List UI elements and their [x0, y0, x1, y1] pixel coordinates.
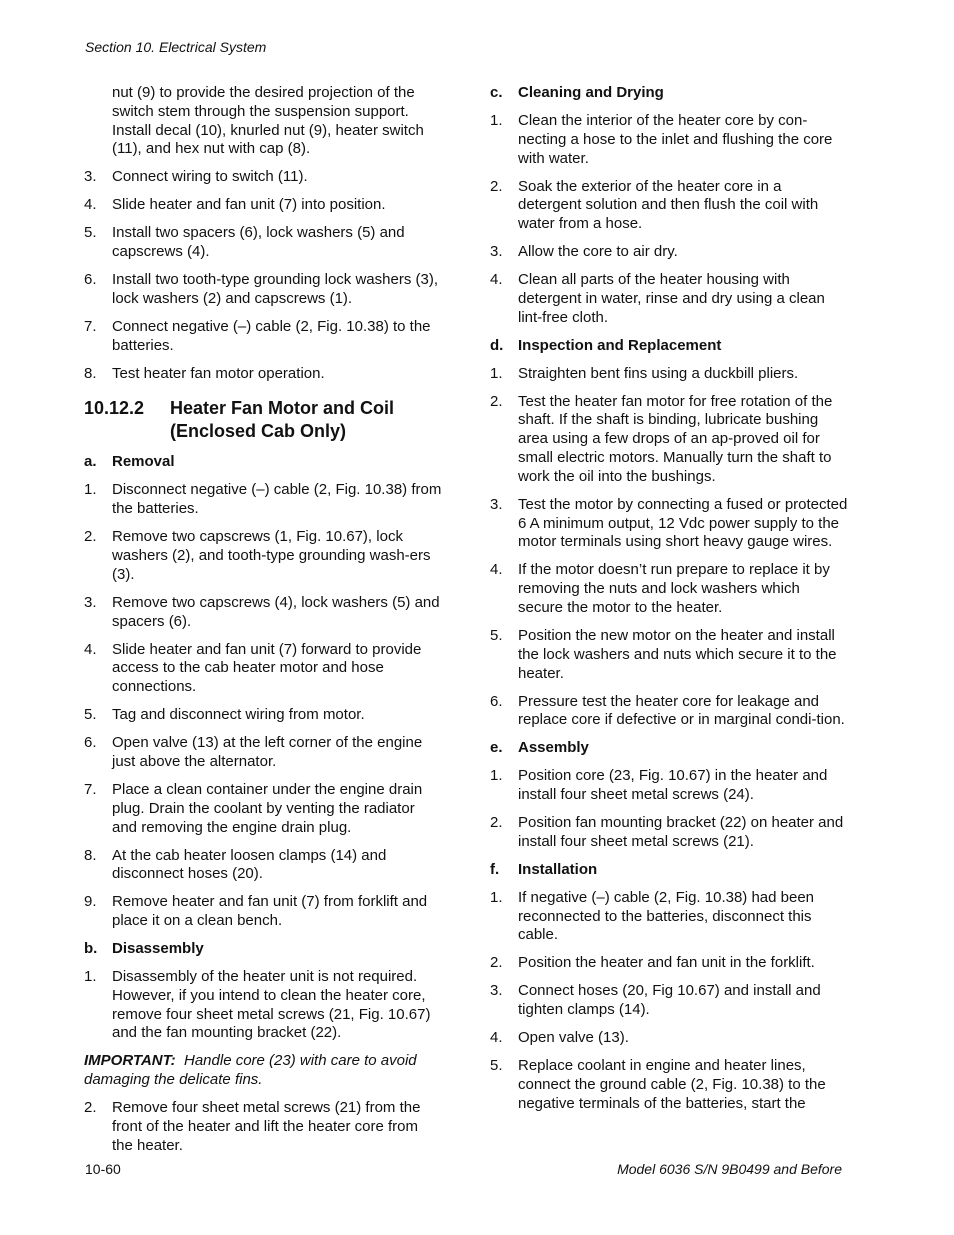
subsection-installation: f. Installation — [490, 860, 598, 878]
step-number: 5. — [84, 706, 97, 724]
subsection-cleaning: c. Cleaning and Drying — [490, 84, 664, 101]
section-number: 10.12.2 — [84, 398, 145, 419]
step-text: If negative (–) cable (2, Fig. 10.38) had been reconnected to the batteries, disconnect this cable. — [518, 888, 815, 944]
step-number: 4. — [490, 561, 503, 579]
step-text: Position the new motor on the heater and install the lock washers and nuts which secure it to the heater. — [518, 627, 837, 682]
step-text: If the motor doesn’t run prepare to replace it by removing the nuts and lock washers which secure the motor to the heater. — [518, 561, 830, 617]
left-column — [84, 84, 442, 1165]
step-text: Replace coolant in engine and heater lines, connect the ground cable (2, Fig. 10.38) to the negative terminals of the batteries, start the — [518, 1057, 826, 1112]
subsection-inspection: d. Inspection and Replacement — [490, 336, 722, 354]
important-label: IMPORTANT: — [84, 1052, 176, 1070]
inspection-steps-list — [490, 365, 848, 730]
list-item — [490, 178, 848, 234]
step-number: 2. — [490, 814, 503, 832]
step-number: 4. — [490, 271, 503, 289]
removal-steps-list — [84, 481, 442, 930]
cleaning-steps-list — [490, 112, 848, 328]
right-column — [490, 84, 848, 1123]
list-item — [84, 734, 442, 772]
section-heading — [84, 397, 442, 443]
important-text: Handle core (23) with care to avoid damaging the delicate fins. — [84, 1052, 417, 1089]
step-text: Open valve (13) at the left corner of the engine just above the alternator. — [112, 734, 423, 770]
step-number: 5. — [84, 224, 97, 242]
step-text: Remove heater and fan unit (7) from forklift and place it on a clean bench. — [112, 893, 428, 930]
step-number: 4. — [84, 196, 97, 214]
step-number: 5. — [490, 1057, 503, 1075]
step-number: 1. — [84, 481, 97, 499]
list-item — [490, 1029, 848, 1048]
step-text: At the cab heater loosen clamps (14) and disconnect hoses (20). — [112, 846, 387, 883]
list-item — [490, 243, 848, 262]
list-item — [84, 318, 442, 356]
list-item: 2. Remove four sheet metal screws (21) from the front of the heater and lift the heater core from the heater. — [84, 1099, 421, 1154]
step-text: Clean all parts of the heater housing with detergent in water, rinse and dry using a clean lint-free cloth. — [518, 271, 825, 326]
step-number: 1. — [490, 111, 503, 129]
step-number: 3. — [490, 495, 503, 513]
step-number: 8. — [84, 846, 97, 864]
step-text: Clean the interior of the heater core by con-necting a hose to the inlet and flushing the core with water. — [518, 111, 833, 167]
step-text: Disconnect negative (–) cable (2, Fig. 10.38) from the batteries. — [112, 481, 442, 518]
list-item — [490, 561, 848, 617]
section-title: Heater Fan Motor and Coil (Enclosed Cab Only) — [170, 398, 395, 442]
install-steps-list — [84, 168, 442, 383]
list-item — [84, 528, 442, 584]
list-item — [84, 893, 442, 931]
step-number: 6. — [84, 271, 97, 289]
step-text: Tag and disconnect wiring from motor. — [112, 706, 365, 724]
list-item — [84, 781, 442, 837]
list-item — [490, 627, 848, 683]
step-number: 3. — [84, 593, 97, 611]
list-item — [490, 1057, 848, 1113]
continued-step-text: nut (9) to provide the desired projection of the switch stem through the suspension support. Install decal (10), knurled nut (9), heater switch (11), and hex nut with cap (8). — [112, 84, 424, 158]
step-text: Position the heater and fan unit in the forklift. — [518, 954, 815, 972]
list-item — [84, 365, 442, 384]
step-text: Connect hoses (20, Fig 10.67) and install and tighten clamps (14). — [518, 982, 821, 1019]
list-item — [490, 496, 848, 552]
step-text: Remove two capscrews (1, Fig. 10.67), lock washers (2), and tooth-type grounding wash-ers (3). — [112, 528, 431, 583]
list-item — [84, 196, 442, 215]
subsection-assembly: e. Assembly — [490, 739, 589, 757]
step-number: 2. — [490, 177, 503, 195]
subsection-disassembly: b. Disassembly — [84, 940, 204, 958]
list-item — [490, 767, 848, 805]
list-item — [84, 271, 442, 309]
page-header: Section 10. Electrical System — [85, 39, 267, 55]
step-number: 4. — [490, 1029, 503, 1047]
step-number: 2. — [84, 528, 97, 546]
list-item: 1. Disassembly of the heater unit is not required. However, if you intend to clean the heater core, remove four sheet metal screws (21, Fig. 10.67) and the fan mounting bracket (22). — [84, 968, 431, 1042]
subsection-removal: a. Removal — [84, 453, 175, 471]
step-number: 1. — [490, 888, 503, 906]
list-item — [84, 641, 442, 697]
list-item — [84, 168, 442, 187]
step-text: Place a clean container under the engine drain plug. Drain the coolant by venting the radiator and removing the engine drain plug. — [112, 780, 423, 836]
page-number: 10-60 — [85, 1161, 121, 1177]
step-text: Soak the exterior of the heater core in a detergent solution and then flush the coil with water from a hose. — [518, 177, 819, 233]
step-number: 6. — [490, 692, 503, 710]
step-text: Install two spacers (6), lock washers (5) and capscrews (4). — [112, 224, 405, 261]
list-item — [84, 594, 442, 632]
important-note — [84, 1052, 442, 1090]
list-item — [490, 889, 848, 945]
list-item — [490, 693, 848, 731]
list-item — [84, 706, 442, 725]
step-text: Position core (23, Fig. 10.67) in the heater and install four sheet metal screws (24). — [518, 767, 828, 804]
step-text: Pressure test the heater core for leakage and replace core if defective or in marginal condi-tion. — [518, 692, 845, 729]
step-text: Slide heater and fan unit (7) forward to provide access to the cab heater motor and hose connections. — [112, 640, 422, 696]
list-item — [490, 393, 848, 487]
step-number: 2. — [490, 392, 503, 410]
step-text: Install two tooth-type grounding lock washers (3), lock washers (2) and capscrews (1). — [112, 271, 438, 307]
step-text: Position fan mounting bracket (22) on heater and install four sheet metal screws (21). — [518, 814, 844, 850]
step-text: Allow the core to air dry. — [518, 243, 678, 261]
step-number: 1. — [490, 767, 503, 785]
step-text: Straighten bent fins using a duckbill pliers. — [518, 364, 799, 382]
step-text: Connect negative (–) cable (2, Fig. 10.38) to the batteries. — [112, 317, 431, 354]
list-item — [84, 847, 442, 885]
step-number: 9. — [84, 893, 97, 911]
step-text: Connect wiring to switch (11). — [112, 168, 308, 186]
list-item — [84, 224, 442, 262]
step-number: 3. — [84, 168, 97, 186]
step-text: Open valve (13). — [518, 1029, 629, 1047]
step-text: Remove two capscrews (4), lock washers (5) and spacers (6). — [112, 593, 440, 630]
list-item — [490, 271, 848, 327]
list-item — [490, 112, 848, 168]
step-number: 7. — [84, 317, 97, 335]
step-text: Test the motor by connecting a fused or protected 6 A minimum output, 12 Vdc power supply to the motor terminals using short heavy gauge wires. — [518, 495, 848, 551]
assembly-steps-list — [490, 767, 848, 851]
list-item — [490, 814, 848, 852]
step-number: 2. — [490, 954, 503, 972]
list-item — [84, 481, 442, 519]
step-text: Test the heater fan motor for free rotation of the shaft. If the shaft is binding, lubricate bushing area using a few drops of an ap-proved oil for small electric motors. Manually turn the shaft to work the oil into the bushings. — [518, 392, 833, 485]
step-number: 5. — [490, 627, 503, 644]
step-number: 3. — [490, 982, 503, 1000]
list-item — [490, 954, 848, 973]
installation-steps-list — [490, 889, 848, 1114]
step-number: 7. — [84, 780, 97, 798]
list-item — [490, 982, 848, 1020]
step-number: 3. — [490, 243, 503, 261]
step-text: Test heater fan motor operation. — [112, 364, 325, 382]
step-number: 1. — [490, 364, 503, 382]
step-text: Slide heater and fan unit (7) into position. — [112, 196, 386, 214]
model-footer: Model 6036 S/N 9B0499 and Before — [617, 1161, 842, 1177]
list-item — [490, 365, 848, 384]
step-number: 6. — [84, 734, 97, 752]
step-number: 8. — [84, 364, 97, 382]
step-number: 4. — [84, 640, 97, 658]
